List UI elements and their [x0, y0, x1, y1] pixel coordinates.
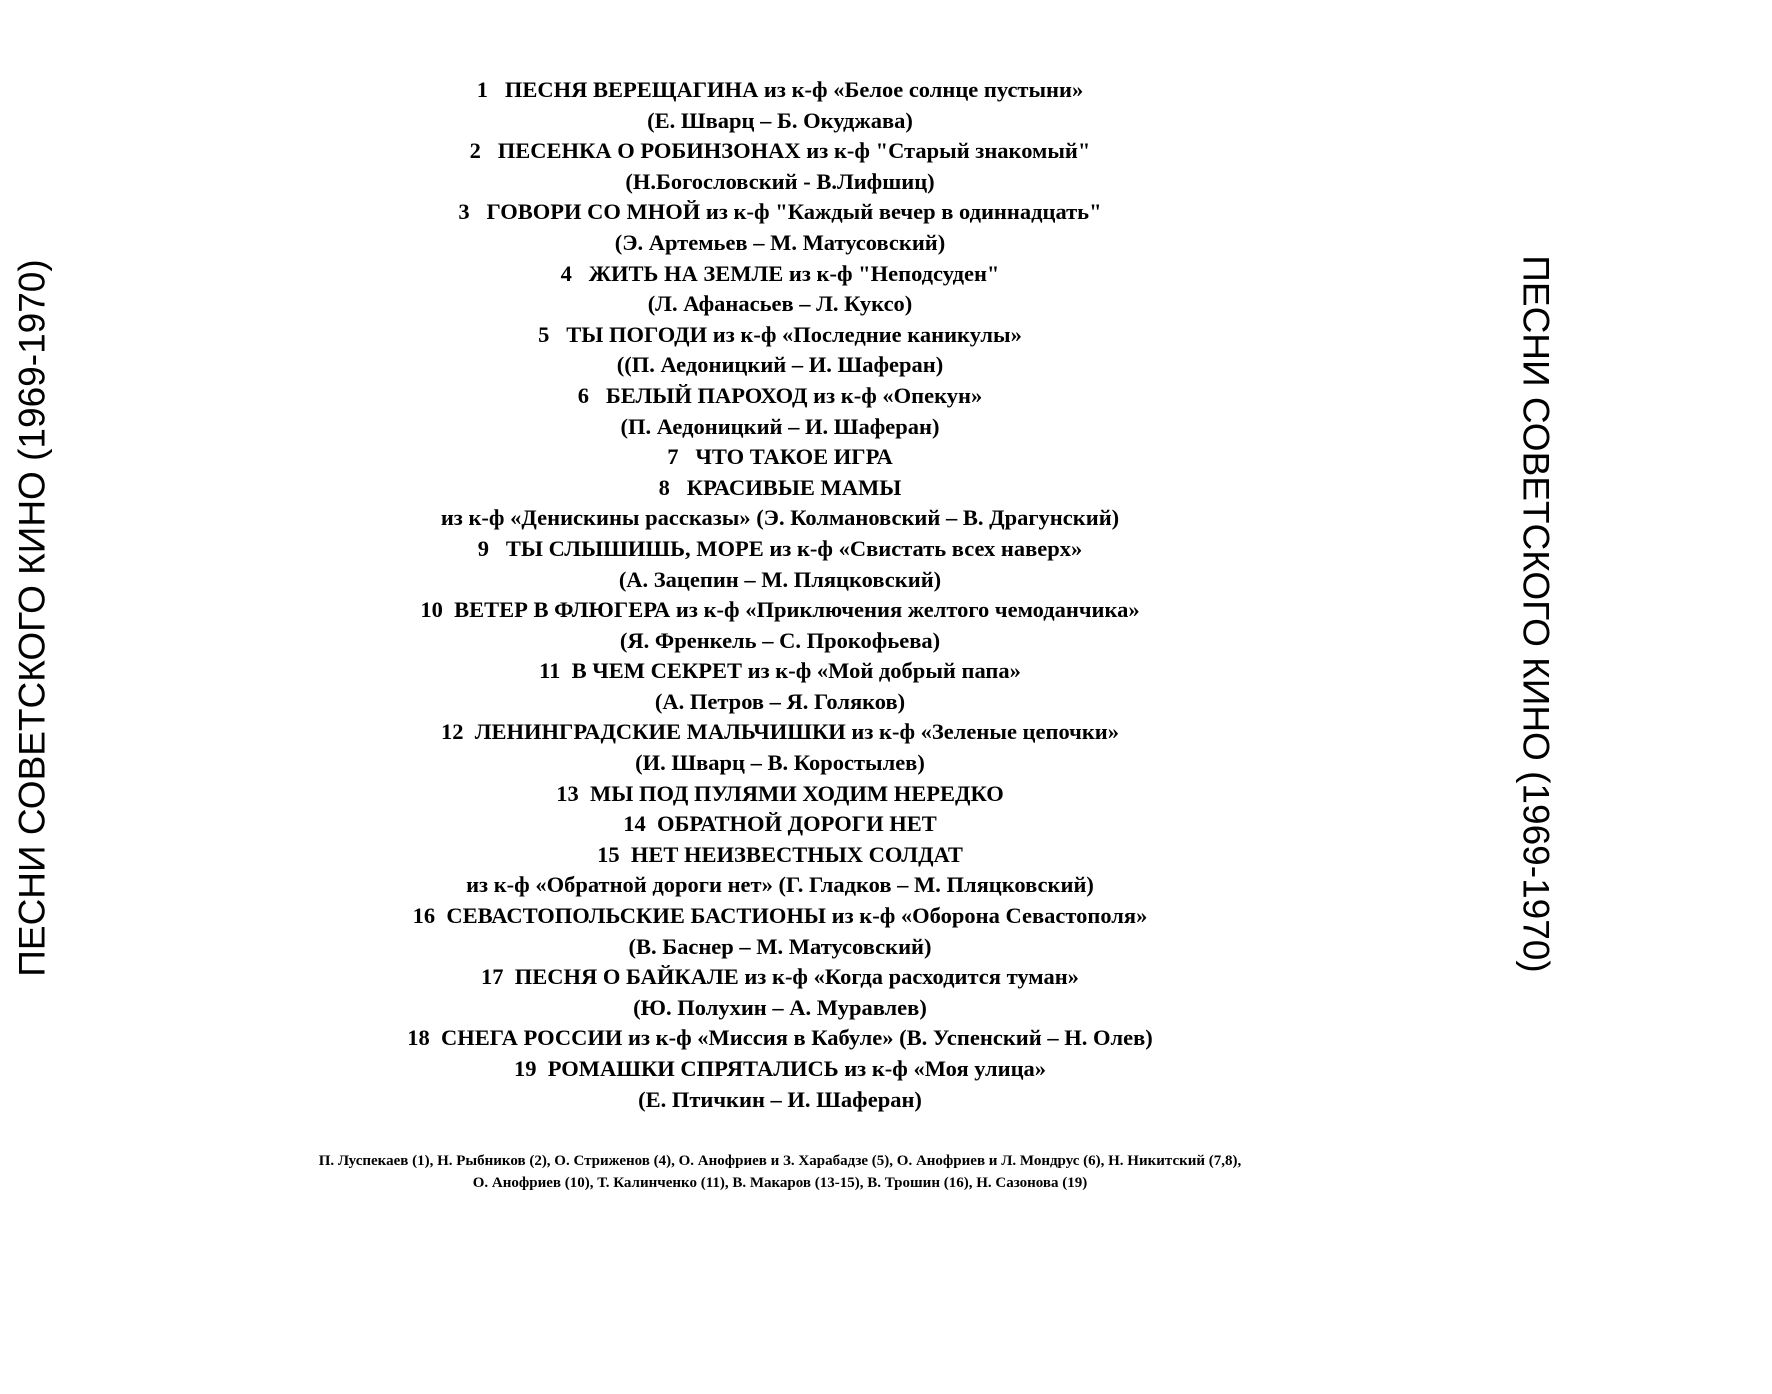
track-line: 10 ВЕТЕР В ФЛЮГЕРА из к-ф «Приключения желтого чемоданчика»	[420, 597, 1140, 623]
track-line: 14 ОБРАТНОЙ ДОРОГИ НЕТ	[623, 811, 937, 837]
track-line: из к-ф «Денискины рассказы» (Э. Колмановский – В. Драгунский)	[440, 505, 1120, 531]
track-line: 4 ЖИТЬ НА ЗЕМЛЕ из к-ф "Неподсуден"	[560, 260, 1000, 286]
track-line: (А. Петров – Я. Голяков)	[654, 688, 906, 714]
track-line: (И. Шварц – В. Коростылев)	[635, 750, 925, 776]
performer-credits	[40, 1150, 1520, 1194]
track-line: 8 КРАСИВЫЕ МАМЫ	[658, 474, 902, 500]
track-line: 17 ПЕСНЯ О БАЙКАЛЕ из к-ф «Когда расходится туман»	[481, 964, 1079, 990]
track-line: (П. Аедоницкий – И. Шаферан)	[620, 413, 940, 439]
track-line: ((П. Аедоницкий – И. Шаферан)	[616, 352, 944, 378]
track-line: 1 ПЕСНЯ ВЕРЕЩАГИНА из к-ф «Белое солнце пустыни»	[476, 77, 1084, 102]
track-line: из к-ф «Обратной дороги нет» (Г. Гладков – М. Пляцковский)	[466, 872, 1094, 898]
track-line: (Н.Богословский - В.Лифшиц)	[625, 168, 935, 194]
track-line: (В. Баснер – М. Матусовский)	[628, 933, 932, 959]
track-line: 2 ПЕСЕНКА О РОБИНЗОНАХ из к-ф "Старый знакомый"	[469, 138, 1091, 164]
credits-line: О. Анофриев (10), Т. Калинченко (11), В. Макаров (13-15), В. Трошин (16), Н. Сазонова (19)	[472, 1175, 1088, 1191]
track-line: (А. Зацепин – М. Пляцковский)	[618, 566, 942, 592]
credits-line: П. Луспекаев (1), Н. Рыбников (2), О. Стриженов (4), О. Анофриев и З. Харабадзе (5), О. Анофриев и Л. Мондрус (6), Н. Никитский (7,8),	[318, 1153, 1242, 1169]
track-line: 5 ТЫ ПОГОДИ из к-ф «Последние каникулы»	[538, 321, 1022, 347]
track-line: (Е. Шварц – Б. Окуджава)	[647, 107, 913, 133]
track-line: 6 БЕЛЫЙ ПАРОХОД из к-ф «Опекун»	[577, 382, 983, 408]
track-line: (Е. Птичкин – И. Шаферан)	[638, 1086, 922, 1112]
track-line: 18 СНЕГА РОССИИ из к-ф «Миссия в Кабуле» (В. Успенский – Н. Олев)	[407, 1025, 1153, 1051]
track-line: 13 МЫ ПОД ПУЛЯМИ ХОДИМ НЕРЕДКО	[556, 780, 1004, 806]
track-line: 9 ТЫ СЛЫШИШЬ, МОРЕ из к-ф «Свистать всех наверх»	[477, 535, 1083, 561]
track-line: (Э. Артемьев – М. Матусовский)	[614, 229, 946, 255]
track-line: 3 ГОВОРИ СО МНОЙ из к-ф "Каждый вечер в одиннадцать"	[458, 199, 1102, 225]
track-line: 11 В ЧЕМ СЕКРЕТ из к-ф «Мой добрый папа»	[539, 658, 1021, 684]
spine-title-left: ПЕСНИ СОВЕТСКОГО КИНО (1969-1970)	[11, 259, 53, 977]
tracklist	[220, 75, 1340, 1115]
track-line: 16 СЕВАСТОПОЛЬСКИЕ БАСТИОНЫ из к-ф «Оборона Севастополя»	[412, 903, 1148, 929]
track-line: 7 ЧТО ТАКОЕ ИГРА	[667, 444, 893, 470]
track-line: (Л. Афанасьев – Л. Куксо)	[647, 291, 913, 317]
track-line: 12 ЛЕНИНГРАДСКИЕ МАЛЬЧИШКИ из к-ф «Зеленые цепочки»	[441, 719, 1119, 745]
track-line: 15 НЕТ НЕИЗВЕСТНЫХ СОЛДАТ	[597, 841, 963, 867]
track-line: (Я. Френкель – С. Прокофьева)	[619, 627, 941, 653]
track-line: (Ю. Полухин – А. Муравлев)	[633, 994, 927, 1020]
track-line: 19 РОМАШКИ СПРЯТАЛИСЬ из к-ф «Моя улица»	[513, 1056, 1047, 1081]
spine-title-right: ПЕСНИ СОВЕТСКОГО КИНО (1969-1970)	[1515, 255, 1557, 973]
